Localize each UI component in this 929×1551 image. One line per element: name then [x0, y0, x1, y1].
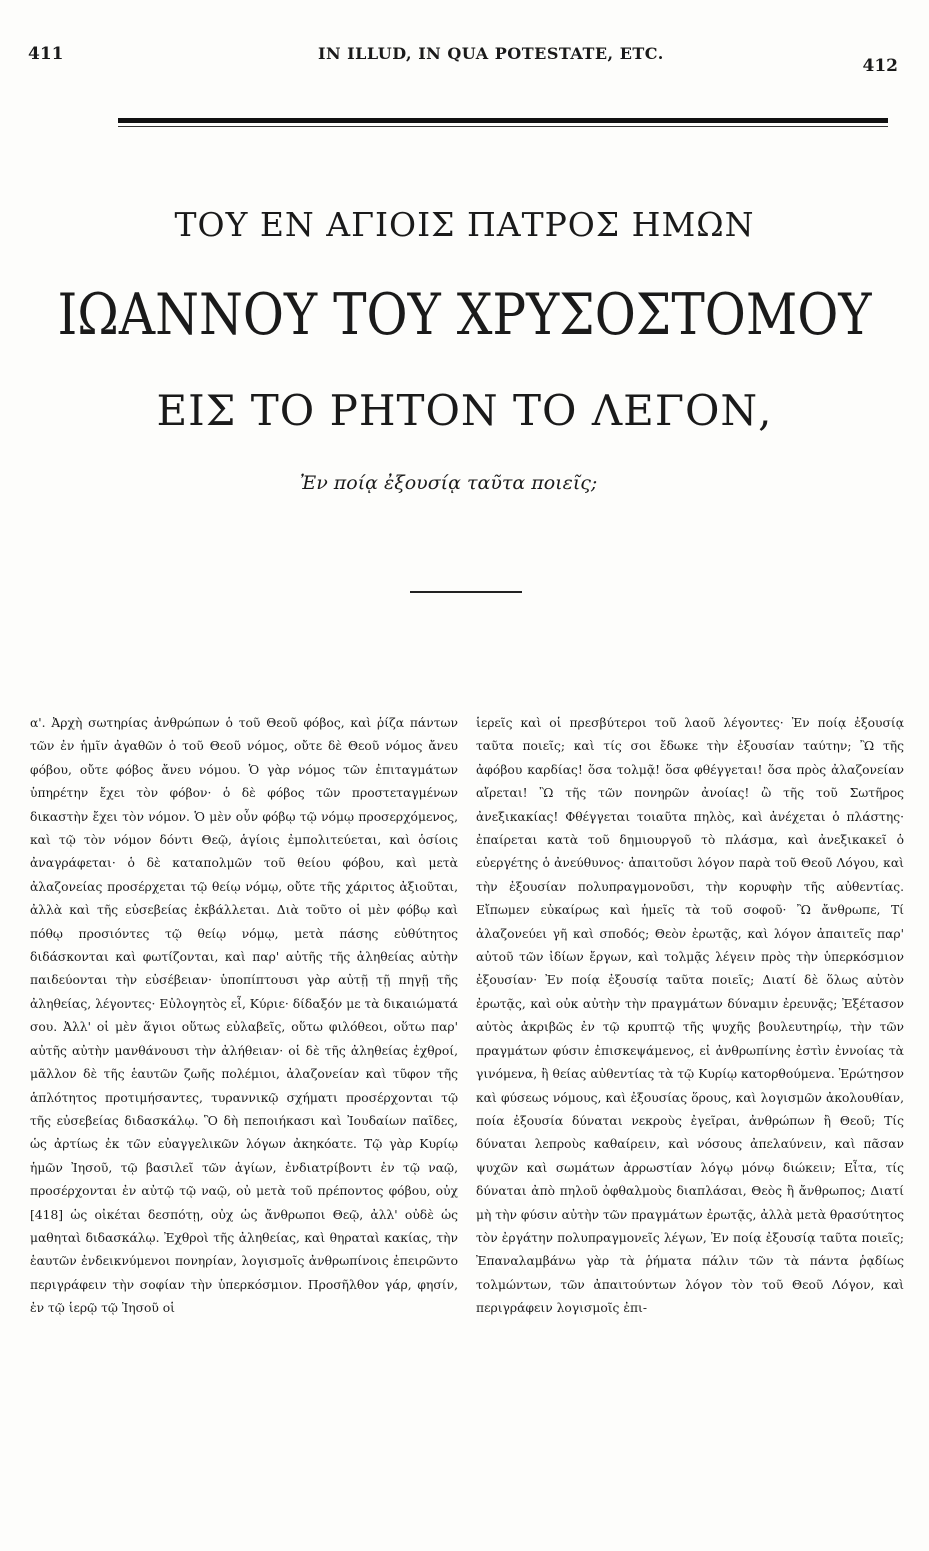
title-block	[0, 205, 929, 435]
page-number-left: 411	[28, 44, 64, 64]
running-title: IN ILLUD, IN QUA POTESTATE, ETC.	[318, 44, 664, 63]
title-quote: Ἐν ποίᾳ ἐξουσίᾳ ταῦτα ποιεῖς;	[300, 472, 598, 494]
header-rule-thick	[118, 118, 888, 123]
title-author: ΙΩΑΝΝΟΥ ΤΟΥ ΧΡΥΣΟΣΤΟΜΟΥ	[57, 282, 872, 348]
paragraph-left: α'. Ἀρχὴ σωτηρίας ἀνθρώπων ὁ τοῦ Θεοῦ φόβος, καὶ ῥίζα πάντων τῶν ἐν ἡμῖν ἀγαθῶν ὁ τοῦ Θεοῦ νόμος, οὔτε δὲ Θεοῦ νόμος ἄνευ φόβου, οὔτε φόβος ἄνευ νόμου. Ὁ γὰρ νόμος τῶν ἐπιταγμάτων ὑπηρέτην ἔχει τὸν φόβον· ὁ δὲ φόβος τῶν προστεταγμένων δικαστὴν ἔχει τὸν νόμον. Ὁ μὲν οὖν φόβῳ τῷ νόμῳ προσερχόμενος, καὶ τῷ τὸν νόμον δόντι Θεῷ, ἁγίοις ἐμπολιτεύεται, καὶ ὁσίοις ἀναγράφεται· ὁ δὲ καταπολμῶν τοῦ θείου φόβου, καὶ μετὰ ἀλαζονείας προσέρχεται τῷ θείῳ νόμῳ, οὔτε τῆς χάριτος ἀξιοῦται, ἀλλὰ καὶ τῆς εὐσεβείας ἐκβάλλεται. Διὰ τοῦτο οἱ μὲν φόβῳ καὶ πόθῳ προσιόντες τῷ θείῳ νόμῳ, μετὰ πάσης εὐθύτητος διδάσκονται καὶ φωτίζονται, καὶ παρ' αὐτῆς τῆς ἀληθείας αὐτὴν παιδεύονται τὴν εὐσέβειαν· ὑποπίπτουσι γὰρ αὐτῇ τῇ πηγῇ τῆς ἀληθείας, λέγοντες· Εὐλογητὸς εἶ, Κύριε· δίδαξόν με τὰ δικαιώματά σου. Ἀλλ' οἱ μὲν ἅγιοι οὕτως εὐλαβεῖς, οὕτω φιλόθεοι, οὕτω παρ' αὐτῆς αὐτὴν μανθάνουσι τὴν ἀλήθειαν· οἱ δὲ τῆς ἀληθείας ἐχθροί, μᾶλλον δὲ τῆς ἑαυτῶν ζωῆς πολέμιοι, ἀλαζονείαν καὶ τῦφον τῆς ἁπλότητος προτιμήσαντες, τυραννικῷ σχήματι προσέρχονται τῷ τῆς εὐσεβείας διδασκάλῳ. Ὃ δὴ πεποιήκασι καὶ Ἰουδαίων παῖδες, ὡς ἀρτίως ἐκ τῶν εὐαγγελικῶν λόγων ἀκηκόατε. Τῷ γὰρ Κυρίῳ ἡμῶν Ἰησοῦ, τῷ βασιλεῖ τῶν ἁγίων, ἐνδιατρίβοντι ἐν τῷ ναῷ, προσέρχονται ἐν αὐτῷ τῷ ναῷ, οὐ μετὰ τοῦ πρέποντος φόβου, οὐχ [418] ὡς οἰκέται δεσπότῃ, οὐχ ὡς ἄνθρωποι Θεῷ, ἀλλ' οὐδὲ ὡς μαθηταὶ διδασκάλῳ. Ἐχθροὶ τῆς ἀληθείας, καὶ θηραταὶ κακίας, τὴν ἑαυτῶν ἐνδεικνύμενοι πονηρίαν, λογισμοῖς ἀνθρωπίνοις ἐπειρῶντο περιγράφειν τὴν σοφίαν τὴν ὑπερκόσμιον. Προσῆλθον γάρ, φησίν, ἐν τῷ ἱερῷ τῷ Ἰησοῦ οἱ	[30, 716, 458, 1316]
title-line-1: ΤΟΥ ΕΝ ΑΓΙΟΙΣ ΠΑΤΡΟΣ ΗΜΩΝ	[174, 205, 755, 244]
page-number-right: 412	[862, 56, 898, 76]
header-rule-thin	[118, 126, 888, 127]
title-line-3: ΕΙΣ ΤΟ ΡΗΤΟΝ ΤΟ ΛΕΓΟΝ,	[156, 386, 773, 435]
paragraph-right: ἱερεῖς καὶ οἱ πρεσβύτεροι τοῦ λαοῦ λέγοντες· Ἐν ποίᾳ ἐξουσίᾳ ταῦτα ποιεῖς; καὶ τίς σοι ἔδωκε τὴν ἐξουσίαν ταύτην; Ὢ τῆς ἀφόβου καρδίας! ὅσα τολμᾷ! ὅσα φθέγγεται! ὅσα πρὸς ἀλαζονείαν αἴρεται! Ὢ τῆς τῶν πονηρῶν ἀνοίας! ὢ τῆς τοῦ Σωτῆρος ἀνεξικακίας! Φθέγγεται τοιαῦτα πηλὸς, καὶ ἀνέχεται ὁ πλάστης· ἐπαίρεται κατὰ τοῦ δημιουργοῦ τὸ πλάσμα, καὶ ἀνεξικακεῖ ὁ εὐεργέτης ὁ ἀνεύθυνος· ἀπαιτοῦσι λόγον παρὰ τοῦ Θεοῦ Λόγου, καὶ τὴν ἐξουσίαν πολυπραγμονοῦσι, τὴν κορυφὴν τῆς αὐθεντίας. Εἴπωμεν εὐκαίρως καὶ ἡμεῖς τὰ τοῦ σοφοῦ· Ὢ ἄνθρωπε, Τί ἀλαζονεύει γῆ καὶ σποδός; Θεὸν ἐρωτᾷς, καὶ λόγον ἀπαιτεῖς παρ' αὐτοῦ τῶν ἰδίων ἔργων, καὶ τολμᾷς λέγειν πρὸς τὴν ὑπερκόσμιον ἐξουσίαν· Ἐν ποίᾳ ἐξουσίᾳ ταῦτα ποιεῖς; Διατί δὲ ὅλως αὐτὸν ἐρωτᾷς, καὶ οὐκ αὐτὴν τὴν πραγμάτων δύναμιν ἐρευνᾷς; Ἐξέτασον αὐτὸς ἀκριβῶς ἐν τῷ κρυπτῷ τῆς ψυχῆς βουλευτηρίῳ, τὴν τῶν πραγμάτων φύσιν ἐπισκεψάμενος, εἰ ἀνθρωπίνης ἐστὶν ἐννοίας τὰ γινόμενα, ἢ θείας αὐθεντίας τὰ τῷ Κυρίῳ κατορθούμενα. Ἐρώτησον καὶ φύσεως νόμους, καὶ ἐξουσίας ὅρους, καὶ λογισμῶν ἀκολουθίαν, ποία ἐξουσία δύναται νεκροὺς ἐγεῖραι, ἀνθρώπων ἢ Θεοῦ; Τίς δύναται λεπροὺς καθαίρειν, καὶ νόσους ἀπελαύνειν, καὶ πᾶσαν ψυχῶν καὶ σωμάτων ἀρρωστίαν λόγῳ μόνῳ διώκειν; Εἶτα, τίς δύναται ἀπὸ πηλοῦ ὀφθαλμοὺς διαπλάσαι, Θεὸς ἢ ἄνθρωπος; Διατί μὴ τὴν φύσιν αὐτὴν τῶν πραγμάτων ἐρωτᾷς, ἀλλὰ μετὰ θρασύτητος τὸν ἐργάτην πολυπραγμονεῖς λέγων, Ἐν ποίᾳ ἐξουσίᾳ ταῦτα ποιεῖς; Ἐπαναλαμβάνω γὰρ τὰ ῥήματα πάλιν τῶν τὰ πάντα ῥᾳδίως τολμώντων, τῶν ἀπαιτούντων λόγον τὸν τοῦ Θεοῦ Λόγον, καὶ περιγράφειν λογισμοῖς ἐπι-	[476, 716, 904, 1316]
text-column-right	[476, 712, 904, 1432]
section-divider	[410, 591, 522, 593]
text-column-left	[30, 712, 458, 1432]
running-header	[28, 44, 898, 74]
